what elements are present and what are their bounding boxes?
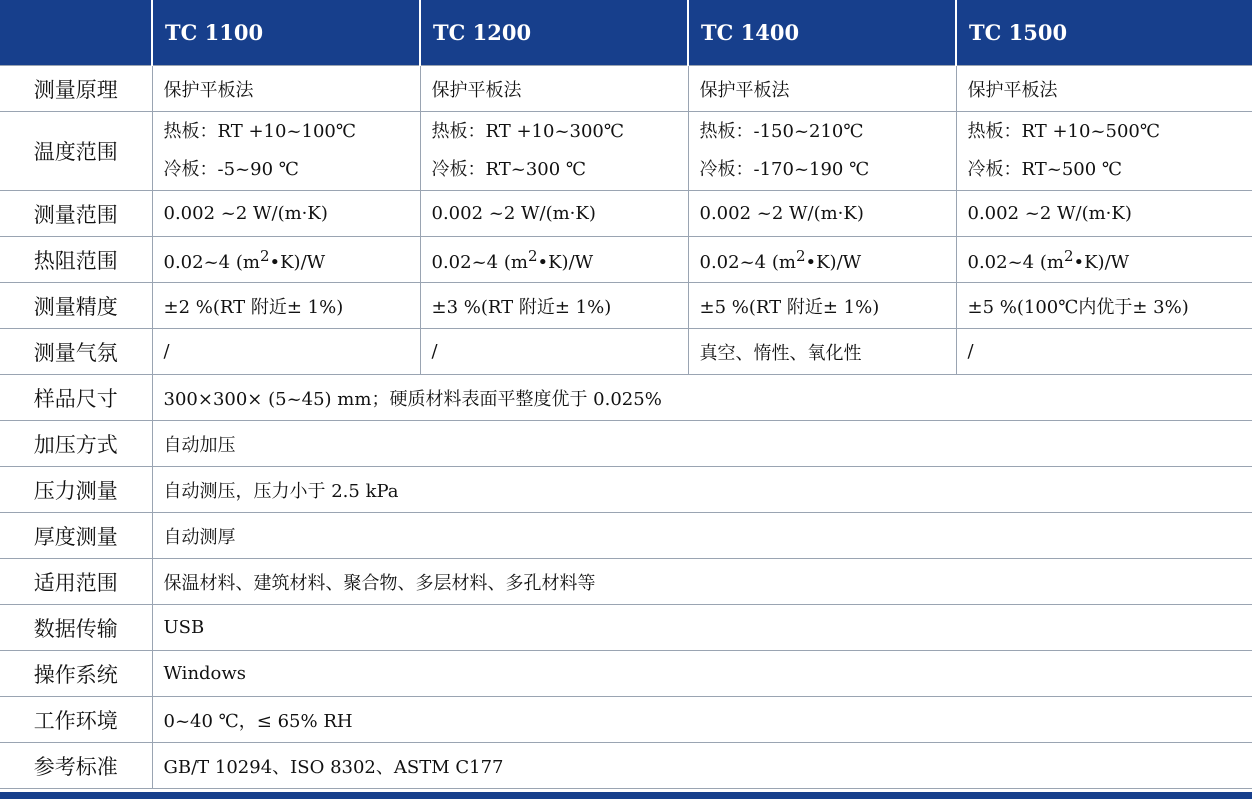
cell [152,112,420,191]
row-label: 测量范围 [0,191,152,237]
cell: 真空、惰性、氧化性 [688,329,956,375]
row-label: 参考标准 [0,743,152,789]
row-environment [0,697,1252,743]
cell: / [956,329,1252,375]
cell: 0~40 ℃，≤ 65% RH [152,697,1252,743]
resistance-suffix: •K)/W [537,251,594,273]
row-standards [0,743,1252,789]
cell: ±2 %(RT 附近± 1%) [152,283,420,329]
header-model-tc1500: TC 1500 [956,0,1252,66]
row-atmosphere [0,329,1252,375]
resistance-prefix: 0.02~4 (m [967,251,1064,273]
header-model-tc1400: TC 1400 [688,0,956,66]
resistance-suffix: •K)/W [269,251,326,273]
hot-plate-range: 热板：RT +10~500℃ [967,121,1161,142]
resistance-exponent: 2 [527,246,538,265]
cell: 保护平板法 [688,66,956,112]
resistance-prefix: 0.02~4 (m [431,251,528,273]
cell: ±5 %(100℃内优于± 3%) [956,283,1252,329]
resistance-suffix: •K)/W [805,251,862,273]
cell [688,112,956,191]
hot-plate-range: 热板：-150~210℃ [699,121,864,142]
header-corner [0,0,152,66]
row-label: 操作系统 [0,651,152,697]
header-row [0,0,1252,66]
cell: 自动测压，压力小于 2.5 kPa [152,467,1252,513]
row-label: 厚度测量 [0,513,152,559]
cell: 自动测厚 [152,513,1252,559]
hot-plate-range: 热板：RT +10~100℃ [163,121,357,142]
hot-plate-range: 热板：RT +10~300℃ [431,121,625,142]
cell: 自动加压 [152,421,1252,467]
cell: 0.002 ~2 W/(m·K) [420,191,688,237]
row-thickness [0,513,1252,559]
row-label: 测量气氛 [0,329,152,375]
cell: Windows [152,651,1252,697]
row-label: 测量原理 [0,66,152,112]
cell [956,237,1252,283]
resistance-prefix: 0.02~4 (m [699,251,796,273]
cell [956,112,1252,191]
row-pressing [0,421,1252,467]
cell [420,112,688,191]
cell: / [152,329,420,375]
row-label: 压力测量 [0,467,152,513]
cell: 保护平板法 [420,66,688,112]
cell: 保护平板法 [152,66,420,112]
row-label: 温度范围 [0,112,152,191]
cell: / [420,329,688,375]
cell [420,237,688,283]
cell: 300×300× (5~45) mm；硬质材料表面平整度优于 0.025% [152,375,1252,421]
cold-plate-range: 冷板：RT~300 ℃ [431,159,587,180]
resistance-exponent: 2 [259,246,270,265]
cell: 保温材料、建筑材料、聚合物、多层材料、多孔材料等 [152,559,1252,605]
resistance-exponent: 2 [795,246,806,265]
resistance-prefix: 0.02~4 (m [163,251,260,273]
cell [688,237,956,283]
row-data-transfer [0,605,1252,651]
row-sample-size [0,375,1252,421]
cell: ±5 %(RT 附近± 1%) [688,283,956,329]
cell: GB/T 10294、ISO 8302、ASTM C177 [152,743,1252,789]
resistance-exponent: 2 [1063,246,1074,265]
cell [152,237,420,283]
cold-plate-range: 冷板：RT~500 ℃ [967,159,1123,180]
bottom-border-bar [0,792,1252,799]
row-label: 加压方式 [0,421,152,467]
row-label: 工作环境 [0,697,152,743]
row-os [0,651,1252,697]
row-pressure [0,467,1252,513]
cell: 0.002 ~2 W/(m·K) [956,191,1252,237]
row-label: 热阻范围 [0,237,152,283]
cell: 0.002 ~2 W/(m·K) [688,191,956,237]
cold-plate-range: 冷板：-5~90 ℃ [163,159,299,180]
header-model-tc1100: TC 1100 [152,0,420,66]
row-principle [0,66,1252,112]
cell: 0.002 ~2 W/(m·K) [152,191,420,237]
cell: USB [152,605,1252,651]
row-label: 适用范围 [0,559,152,605]
header-model-tc1200: TC 1200 [420,0,688,66]
row-resistance [0,237,1252,283]
row-label: 数据传输 [0,605,152,651]
row-measure-range [0,191,1252,237]
row-application [0,559,1252,605]
resistance-suffix: •K)/W [1073,251,1130,273]
row-label: 样品尺寸 [0,375,152,421]
cold-plate-range: 冷板：-170~190 ℃ [699,159,870,180]
row-temperature [0,112,1252,191]
row-accuracy [0,283,1252,329]
cell: ±3 %(RT 附近± 1%) [420,283,688,329]
row-label: 测量精度 [0,283,152,329]
cell: 保护平板法 [956,66,1252,112]
